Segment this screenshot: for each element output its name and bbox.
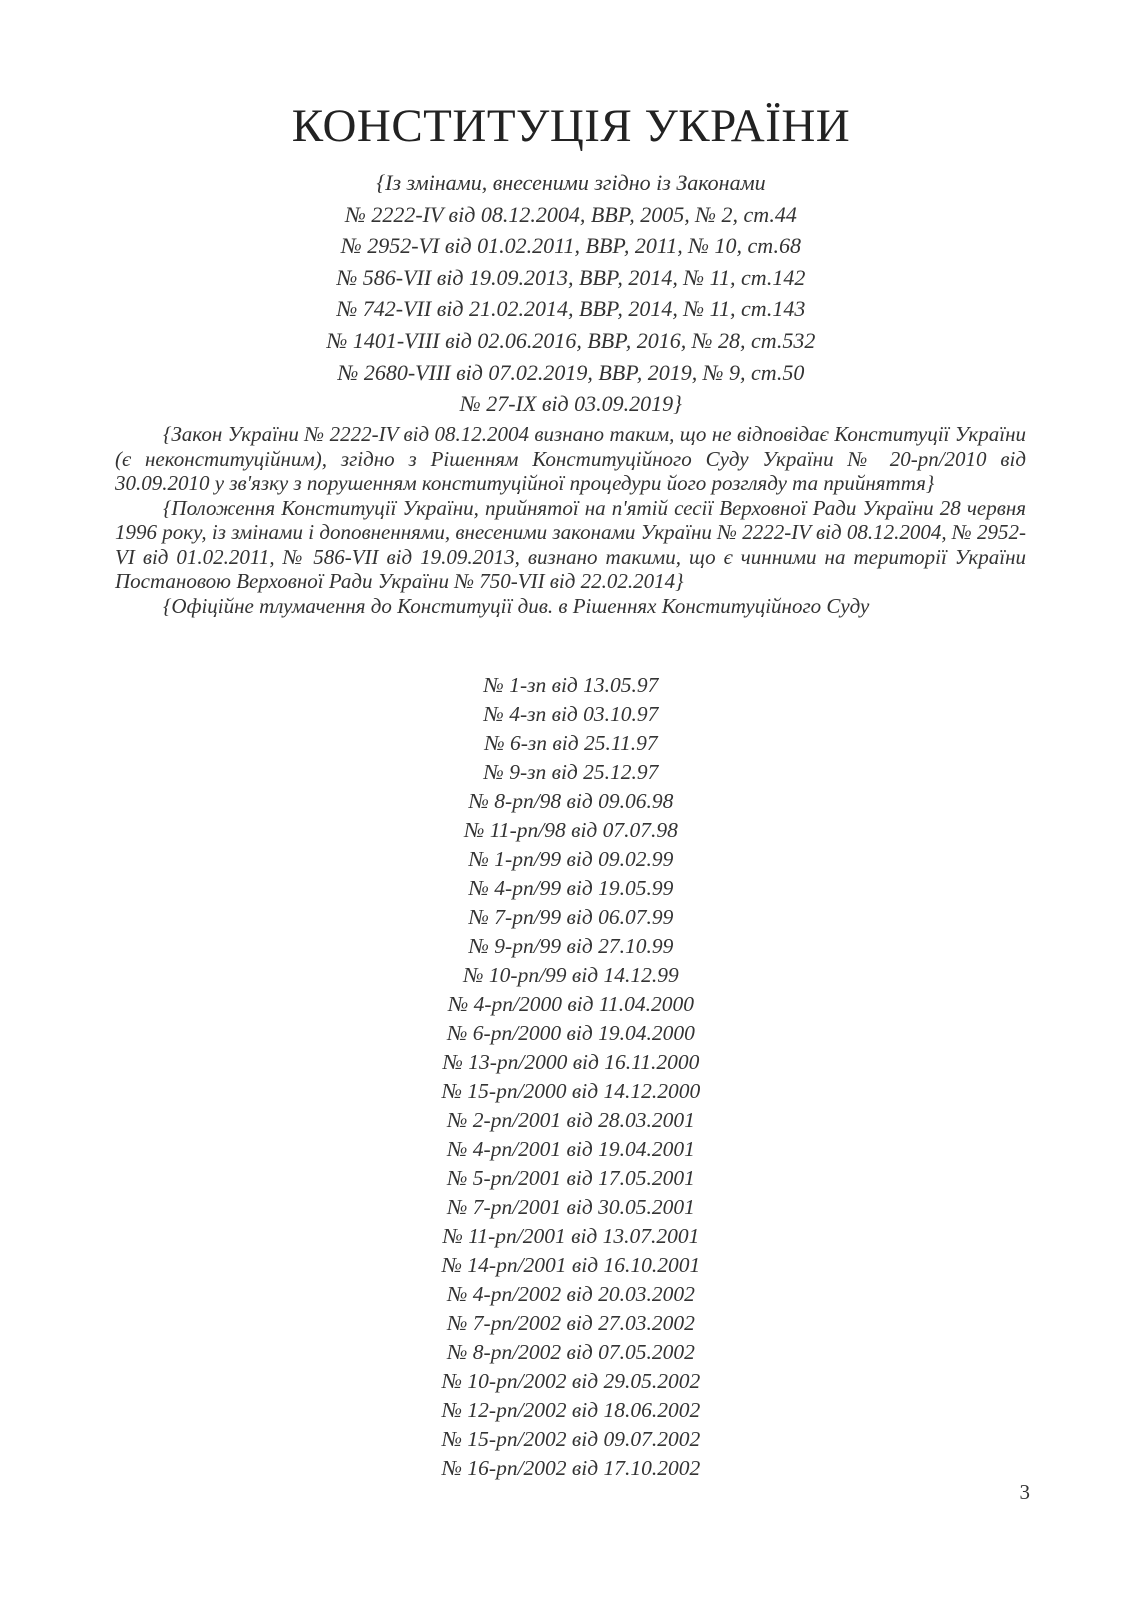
decision-line: № 11-рп/2001 від 13.07.2001 xyxy=(442,1224,700,1248)
amendments-list xyxy=(0,167,1142,420)
decision-line: № 10-рп/99 від 14.12.99 xyxy=(463,963,679,987)
decision-line: № 16-рп/2002 від 17.10.2002 xyxy=(441,1456,701,1480)
decision-line: № 15-рп/2000 від 14.12.2000 xyxy=(441,1079,701,1103)
amendment-line: № 1401-VIII від 02.06.2016, ВВР, 2016, № 28, ст.532 xyxy=(326,327,816,353)
decision-line: № 6-зп від 25.11.97 xyxy=(484,731,658,755)
amendment-line: № 742-VII від 21.02.2014, ВВР, 2014, № 11, ст.143 xyxy=(336,296,806,322)
decision-line: № 9-рп/99 від 27.10.99 xyxy=(468,934,674,958)
decision-line: № 8-рп/2002 від 07.05.2002 xyxy=(447,1340,695,1364)
decision-line: № 4-рп/2001 від 19.04.2001 xyxy=(447,1137,695,1161)
decision-line: № 4-рп/2002 від 20.03.2002 xyxy=(447,1282,695,1306)
decision-line: № 4-рп/2000 від 11.04.2000 xyxy=(447,992,695,1016)
decision-line: № 7-рп/2002 від 27.03.2002 xyxy=(447,1311,695,1335)
decision-line: № 7-рп/2001 від 30.05.2001 xyxy=(447,1195,695,1219)
note-paragraph: {Закон України № 2222-IV від 08.12.2004 визнано таким, що не відповідає Конституції України (є неконституційним), згідно з Рішенням Конституційного Суду України № 20-рп/2010 від 30.09.2010 у зв'язку з порушенням конституційної процедури його розгляду та прийняття} xyxy=(115,422,1026,495)
page-number: 3 xyxy=(1019,1480,1030,1504)
notes-section xyxy=(115,422,1026,618)
amendment-line: {Із змінами, внесеними згідно із Законами xyxy=(376,170,766,195)
decision-line: № 5-рп/2001 від 17.05.2001 xyxy=(447,1166,695,1190)
amendment-line: № 27-IX від 03.09.2019} xyxy=(460,391,682,417)
decision-line: № 6-рп/2000 від 19.04.2000 xyxy=(447,1021,695,1045)
decision-line: № 4-зп від 03.10.97 xyxy=(483,702,659,726)
note-paragraph: {Положення Конституції України, прийнятої на п'ятій сесії Верховної Ради України 28 червня 1996 року, із змінами і доповненнями, внесеними законами України № 2222-IV від 08.12.2004, № 2952-VI від 01.02.2011, № 586-VII від 19.09.2013, визнано такими, що є чинними на території України Постановою Верховної Ради України № 750-VII від 22.02.2014} xyxy=(115,495,1026,593)
court-decisions-list xyxy=(0,671,1142,1483)
decision-line: № 10-рп/2002 від 29.05.2002 xyxy=(441,1369,701,1393)
decision-line: № 1-зп від 13.05.97 xyxy=(483,673,659,697)
decision-line: № 7-рп/99 від 06.07.99 xyxy=(468,905,674,929)
decision-line: № 2-рп/2001 від 28.03.2001 xyxy=(447,1108,695,1132)
decision-line: № 1-рп/99 від 09.02.99 xyxy=(468,847,674,871)
amendment-line: № 586-VII від 19.09.2013, ВВР, 2014, № 11, ст.142 xyxy=(336,264,806,290)
amendment-line: № 2680-VIII від 07.02.2019, ВВР, 2019, № 9, ст.50 xyxy=(337,359,805,385)
decision-line: № 11-рп/98 від 07.07.98 xyxy=(464,818,678,842)
decision-line: № 13-рп/2000 від 16.11.2000 xyxy=(442,1050,700,1074)
decision-line: № 8-рп/98 від 09.06.98 xyxy=(468,789,674,813)
decision-line: № 4-рп/99 від 19.05.99 xyxy=(468,876,674,900)
interpretation-intro: {Офіційне тлумачення до Конституції див. в Рішеннях Конституційного Суду xyxy=(163,593,870,618)
decision-line: № 9-зп від 25.12.97 xyxy=(483,760,659,784)
page-title: КОНСТИТУЦІЯ УКРАЇНИ xyxy=(291,100,851,152)
decision-line: № 12-рп/2002 від 18.06.2002 xyxy=(441,1398,701,1422)
decision-line: № 15-рп/2002 від 09.07.2002 xyxy=(441,1427,701,1451)
amendment-line: № 2222-IV від 08.12.2004, ВВР, 2005, № 2, ст.44 xyxy=(345,201,797,227)
amendment-line: № 2952-VI від 01.02.2011, ВВР, 2011, № 10, ст.68 xyxy=(341,233,801,259)
decision-line: № 14-рп/2001 від 16.10.2001 xyxy=(441,1253,701,1277)
